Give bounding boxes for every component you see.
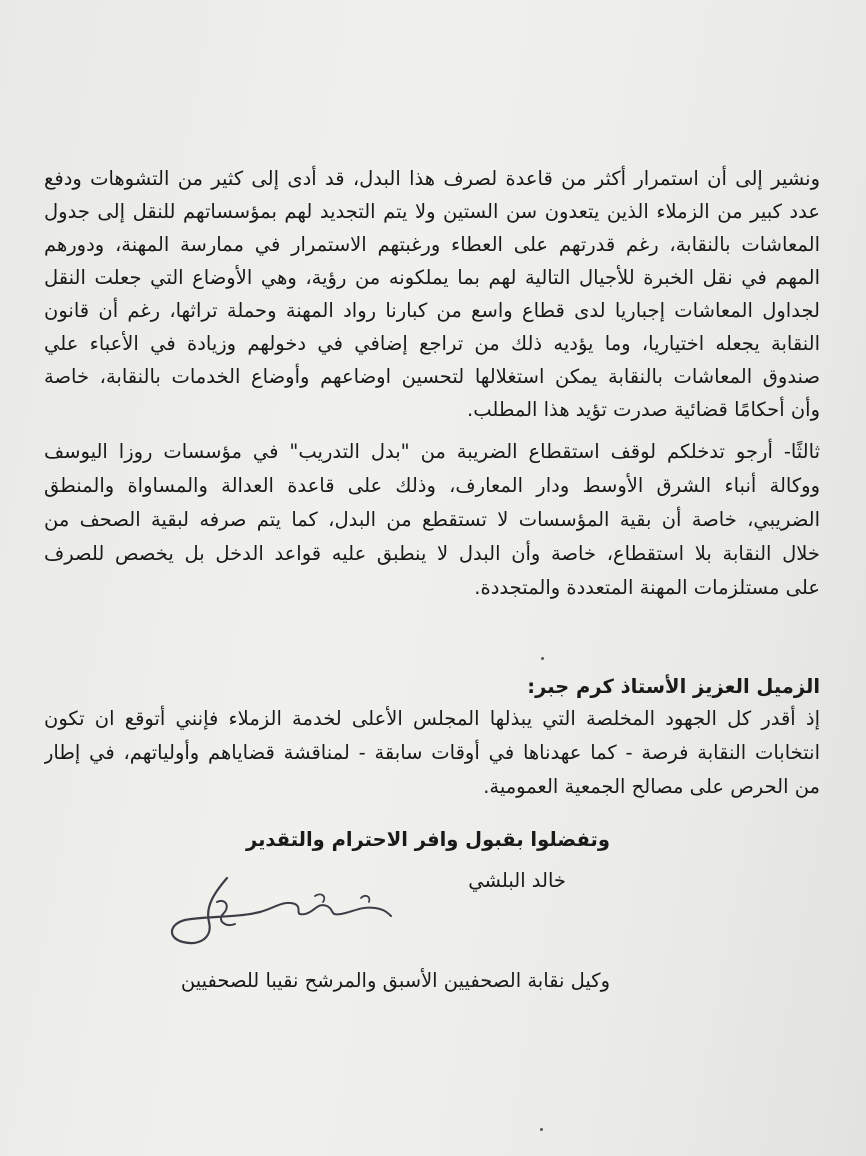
salutation: الزميل العزيز الأستاذ كرم جبر: xyxy=(527,675,820,698)
para3-line-2: انتخابات النقابة فرصة - كما عهدناها في أوقات سابقة - لمناقشة قضاياهم وأولياتهم، في إطار xyxy=(44,741,820,764)
para2-line-1: ثالثًا- أرجو تدخلكم لوقف استقطاع الضريبة من "بدل التدريب" في مؤسسات روزا اليوسف xyxy=(44,440,820,463)
para2-line-5: على مستلزمات المهنة المتعددة والمتجددة. xyxy=(474,576,820,599)
para1-line-6: النقابة يجعله اختياريا، وما يؤديه ذلك من تراجع إضافي في دخولهم وزيادة في الأعباء علي xyxy=(44,332,820,355)
para2-line-3: الضريبي، خاصة أن بقية المؤسسات لا تستقطع من البدل، كما يتم صرفه لبقية الصحف من xyxy=(44,508,820,531)
signer-title: وكيل نقابة الصحفيين الأسبق والمرشح نقيبا للصحفيين xyxy=(180,969,610,992)
para3-line-1: إذ أقدر كل الجهود المخلصة التي يبذلها المجلس الأعلى لخدمة الزملاء فإنني أتوقع ان تكون xyxy=(44,707,820,730)
signer-name: خالد البلشي xyxy=(468,869,566,892)
ink-speck-bottom xyxy=(540,1128,543,1131)
para1-line-7: صندوق المعاشات بالنقابة يمكن استغلالها لتحسين اوضاعهم وأوضاع الخدمات بالنقابة، خاصة xyxy=(44,365,820,388)
para1-line-2: عدد كبير من الزملاء الذين يتعدون سن الستين ولا يتم التجديد لهم بمؤسساتهم للنقل إلى جدول xyxy=(44,200,820,223)
para1-line-3: المعاشات بالنقابة، رغم قدرتهم على العطاء ورغبتهم الاستمرار في ممارسة المهنة، ودورهم xyxy=(44,233,820,256)
para1-line-8: وأن أحكامًا قضائية صدرت تؤيد هذا المطلب. xyxy=(467,398,820,421)
para1-line-4: المهم في نقل الخبرة للأجيال التالية لهم بما يملكونه من رؤية، وهي الأوضاع التي جعلت النقل xyxy=(44,266,820,289)
para2-line-2: ووكالة أنباء الشرق الأوسط ودار المعارف، وذلك على قاعدة العدالة والمساواة والمنطق xyxy=(44,474,820,497)
para1-line-1: ونشير إلى أن استمرار أكثر من قاعدة لصرف هذا البدل، قد أدى إلى كثير من التشوهات ودفع xyxy=(44,167,820,190)
handwritten-signature xyxy=(165,872,395,952)
ink-speck xyxy=(541,657,544,660)
para2-line-4: خلال النقابة بلا استقطاع، خاصة وأن البدل لا ينطبق عليه قواعد الدخل بل يخصص للصرف xyxy=(44,542,820,565)
para3-line-3: من الحرص على مصالح الجمعية العمومية. xyxy=(483,775,820,798)
closing-line: وتفضلوا بقبول وافر الاحترام والتقدير xyxy=(245,828,610,851)
para1-line-5: لجداول المعاشات إجباريا لدى قطاع واسع من كبارنا رواد المهنة وحملة تراثها، رغم أن قانون xyxy=(44,299,820,322)
